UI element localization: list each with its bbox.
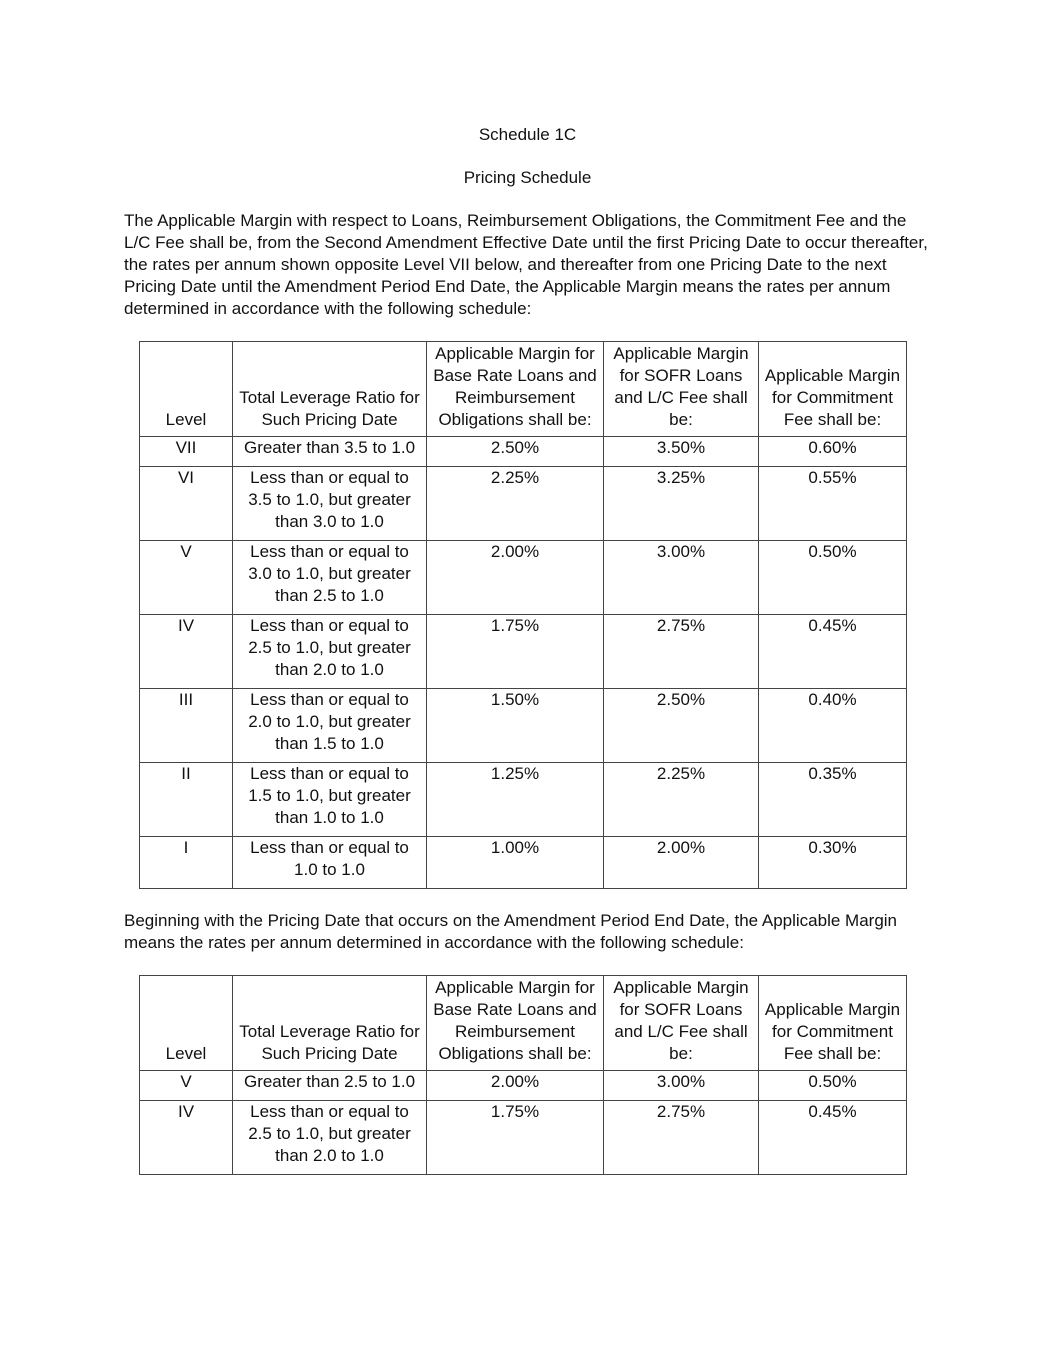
level-cell: VI [140,467,233,541]
sofr-margin-cell: 3.50% [604,437,759,467]
table-row [140,763,907,837]
sofr-margin-cell: 2.75% [604,615,759,689]
level-cell: IV [140,1101,233,1175]
sofr-margin-cell: 3.00% [604,541,759,615]
table-row [140,1071,907,1101]
leverage-ratio-cell: Less than or equal to 3.5 to 1.0, but greater than 3.0 to 1.0 [233,467,427,541]
sofr-margin-cell: 2.25% [604,763,759,837]
base-rate-margin-cell: 1.50% [427,689,604,763]
header-level: Level [140,342,233,437]
schedule-subtitle: Pricing Schedule [463,168,592,187]
pricing-table-2 [139,975,907,1175]
header-leverage-ratio: Total Leverage Ratio for Such Pricing Date [233,976,427,1071]
base-rate-margin-cell: 2.00% [427,541,604,615]
level-cell: V [140,541,233,615]
leverage-ratio-cell: Less than or equal to 1.0 to 1.0 [233,837,427,889]
table-row [140,467,907,541]
leverage-ratio-cell: Less than or equal to 3.0 to 1.0, but greater than 2.5 to 1.0 [233,541,427,615]
commitment-fee-margin-cell: 0.45% [759,1101,907,1175]
table-header-row [140,342,907,437]
leverage-ratio-cell: Less than or equal to 1.5 to 1.0, but greater than 1.0 to 1.0 [233,763,427,837]
base-rate-margin-cell: 2.25% [427,467,604,541]
sofr-margin-cell: 2.50% [604,689,759,763]
header-base-rate-margin: Applicable Margin for Base Rate Loans and Reimbursement Obligations shall be: [427,342,604,437]
sofr-margin-cell: 3.25% [604,467,759,541]
base-rate-margin-cell: 1.25% [427,763,604,837]
leverage-ratio-cell: Greater than 2.5 to 1.0 [233,1071,427,1101]
header-commitment-fee-margin: Applicable Margin for Commitment Fee shall be: [759,342,907,437]
second-paragraph: Beginning with the Pricing Date that occurs on the Amendment Period End Date, the Applicable Margin means the rates per annum determined in accordance with the following schedule: [124,911,898,952]
table-row [140,615,907,689]
commitment-fee-margin-cell: 0.40% [759,689,907,763]
commitment-fee-margin-cell: 0.45% [759,615,907,689]
commitment-fee-margin-cell: 0.50% [759,1071,907,1101]
level-cell: IV [140,615,233,689]
level-cell: III [140,689,233,763]
leverage-ratio-cell: Less than or equal to 2.0 to 1.0, but greater than 1.5 to 1.0 [233,689,427,763]
level-cell: VII [140,437,233,467]
level-cell: I [140,837,233,889]
pricing-table-2-body [140,1071,907,1175]
header-base-rate-margin: Applicable Margin for Base Rate Loans and Reimbursement Obligations shall be: [427,976,604,1071]
leverage-ratio-cell: Less than or equal to 2.5 to 1.0, but greater than 2.0 to 1.0 [233,615,427,689]
sofr-margin-cell: 2.75% [604,1101,759,1175]
base-rate-margin-cell: 2.50% [427,437,604,467]
pricing-table-1 [139,341,907,889]
header-commitment-fee-margin: Applicable Margin for Commitment Fee shall be: [759,976,907,1071]
table-row [140,837,907,889]
table-header-row [140,976,907,1071]
table-row [140,437,907,467]
commitment-fee-margin-cell: 0.35% [759,763,907,837]
header-sofr-margin: Applicable Margin for SOFR Loans and L/C Fee shall be: [604,342,759,437]
table-row [140,689,907,763]
sofr-margin-cell: 3.00% [604,1071,759,1101]
commitment-fee-margin-cell: 0.30% [759,837,907,889]
schedule-title: Schedule 1C [478,125,577,144]
base-rate-margin-cell: 2.00% [427,1071,604,1101]
table-row [140,541,907,615]
leverage-ratio-cell: Greater than 3.5 to 1.0 [233,437,427,467]
header-leverage-ratio: Total Leverage Ratio for Such Pricing Date [233,342,427,437]
base-rate-margin-cell: 1.00% [427,837,604,889]
pricing-table-1-body [140,437,907,889]
table-row [140,1101,907,1175]
base-rate-margin-cell: 1.75% [427,1101,604,1175]
header-sofr-margin: Applicable Margin for SOFR Loans and L/C Fee shall be: [604,976,759,1071]
commitment-fee-margin-cell: 0.60% [759,437,907,467]
level-cell: II [140,763,233,837]
intro-paragraph: The Applicable Margin with respect to Loans, Reimbursement Obligations, the Commitment Fee and the L/C Fee shall be, from the Second Amendment Effective Date until the first Pricing Date to occur thereafter, the rates per annum shown opposite Level VII below, and thereafter from one Pricing Date to the next Pricing Date until the Amendment Period End Date, the Applicable Margin means the rates per annum determined in accordance with the following schedule: [124,211,928,318]
leverage-ratio-cell: Less than or equal to 2.5 to 1.0, but greater than 2.0 to 1.0 [233,1101,427,1175]
commitment-fee-margin-cell: 0.55% [759,467,907,541]
commitment-fee-margin-cell: 0.50% [759,541,907,615]
sofr-margin-cell: 2.00% [604,837,759,889]
level-cell: V [140,1071,233,1101]
base-rate-margin-cell: 1.75% [427,615,604,689]
header-level: Level [140,976,233,1071]
